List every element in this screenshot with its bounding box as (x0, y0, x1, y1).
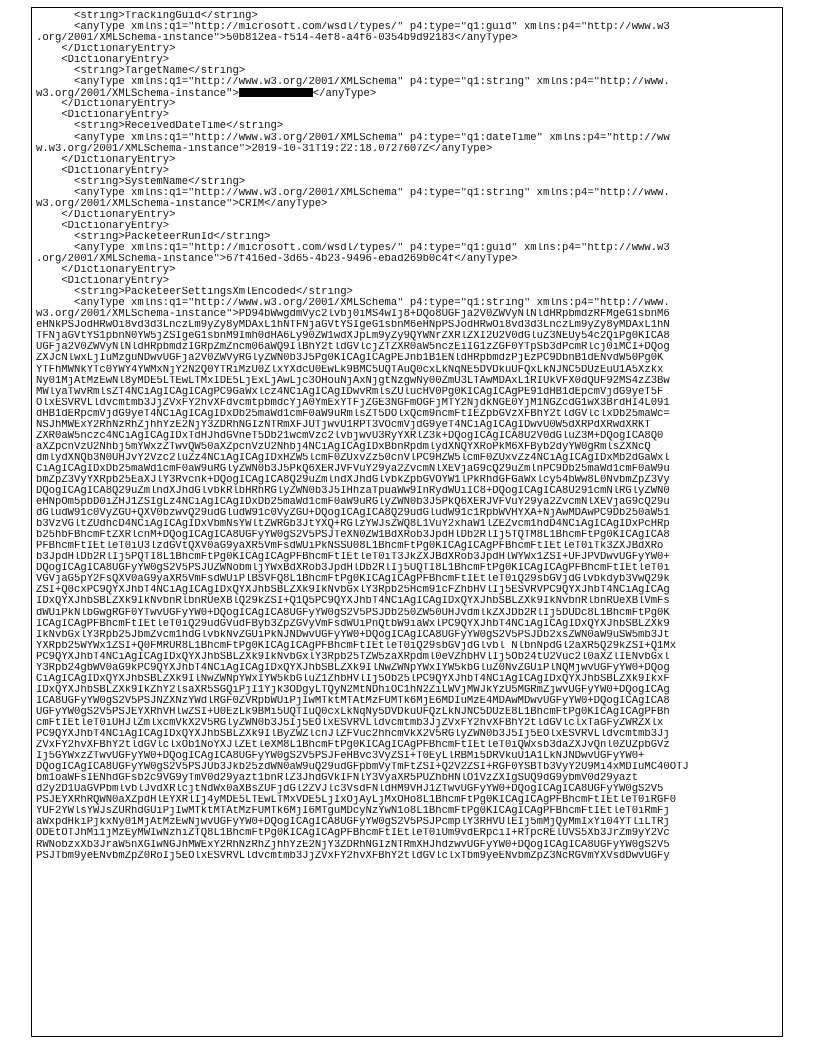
text-segment: NSJhMWExY2RhNzRhZjhhYzE2NjY3ZDRhNGIzNTRmXFJUTjwvU1RPT3VOcmVjdG9yeT4NCiAgICAgIDwvU0W5dXRPdXRwdXRKT (36, 419, 651, 431)
text-line (36, 110, 782, 121)
text-segment: w3.org/2001/XMLSchema-instance">PD94bWwgdmVyc2lvbj0iMS4wIj8+DQo8UGFja2V0ZWVyNlNldHRpbmdzRFMgeG1sbnM6 (36, 309, 670, 321)
text-segment: ZXR0aW5nczc4NCiAgICAgIDxTdHJhdGVneT5Db21wcmVzc2lvbjwvU3RyYXRlZ3k+DQogICAgICA8U2V0dGluZ3M+DQogICA8Q0 (36, 430, 664, 442)
text-segment: <DictionaryEntry> (36, 276, 170, 288)
text-segment: dmlydXNQb3N0UHJvY2Vzc2luZz4NCiAgICAgIDxHZW5lcmF0ZUxvZz50cnVlPC9HZW5lcmF0ZUxvZz4NCiAgICAgIDxMb2dGaWxl (36, 452, 670, 464)
text-line (36, 674, 782, 685)
text-line (36, 199, 782, 210)
text-line (36, 66, 782, 77)
text-line (36, 641, 782, 652)
text-line (36, 508, 782, 519)
text-line (36, 210, 782, 221)
text-line (36, 33, 782, 44)
text-segment: <DictionaryEntry> (36, 55, 170, 67)
text-segment: b3VzVGltZUdhcD4NCiAgICAgIDxVbmNsYWltZWRGb3JtYXQ+RGlzYWJsZWQ8L1VuY2xhaW1lZEZvcm1hdD4NCiAgICAgIDxPcHRp (36, 519, 670, 531)
text-segment: PC9QYXJhbT4NCiAgICAgIDxQYXJhbSBLZXk9IlByZWZlcnJlZFVuc2hhcmVkX2V5RGlyZWN0b3J5Ij5EOlxESVRVLldvcmtmb3Jj (36, 729, 670, 741)
text-line (36, 619, 782, 630)
text-segment: IkNvbGxlY3Rpb25JbmZvcm1hdGlvbkNvZGUiPkNJNDwvUGFyYW0+DQogICAgICA8UGFyYW0gS2V5PSJDb2xsZWN0aW9uSW5mb3Jt (36, 629, 670, 641)
text-segment: Ny01MjAtMzEwNl8yMDE5LTEwLTMxIDE5LjExLjAwLjc3OHouNjAxNjgtNzgwNy00ZmU3LTAwMDAxL1RIUkVFX0dQUF92MS4zZ3Bw (36, 375, 670, 387)
document-page (31, 7, 783, 1037)
text-segment: CiAgICAgIDxDb25maWd1cmF0aW9uRGlyZWN0b3J5PkQ6XERJVFVuY29ya2ZvcmNlXEVjaG9cQ29uZmlnPC9Db25maWd1cmF0aW9u (36, 463, 670, 475)
text-segment: OlxESVRVLldvcmtmb3JjZVxFY2hvXFdvcmtpbmdcYjA0YmExYTFjZGE3NGFmOGFjMTY2NjdkNGE0YjM1NGZcdG1wX3BrdHI4L091 (36, 397, 670, 409)
text-line (36, 188, 782, 199)
text-line (36, 773, 782, 784)
text-segment: YXRpb25WYWx1ZSI+Q0FMRUR8L1BhcmFtPg0KICAgICAgPFBhcmFtIEtleT0iQ29sbGVjdGlvbl NlbnNpdGl2aXR5Q29kZSI+Q1Mx (36, 640, 677, 652)
text-segment: PC9QYXJhbT4NCiAgICAgIDxQYXJhbSBLZXk9IkNvbGxlY3Rpb25TZW5zaXRpdml0eVZhbHVlIj5Ob24tU2Vuc2l0aXZlIENvbGxl (36, 651, 670, 663)
text-segment: <anyType xmlns:q1="http://www.w3.org/2001/XMLSchema" p4:type="q1:dateTime" xmlns:p4="http://ww (36, 132, 670, 144)
text-segment: <anyType xmlns:q1="http://microsoft.com/wsdl/types/" p4:type="q1:guid" xmlns:p4="http://www.w3 (36, 22, 670, 34)
text-line (36, 552, 782, 563)
text-segment: PSJTbm9yeENvbmZpZ0RoIj5EOlxESVRVLldvcmtmb3JjZVxFY2hvXFBhY2tldGVlclxTbm9yeENvbmZpZ3NcRGVmYXVsdDwvUGFy (36, 850, 670, 862)
text-line (36, 762, 782, 773)
text-line (36, 376, 782, 387)
text-segment: d2y2D1UaGVPbmlvblJvdXRlcjtNdWx0aXBsZUFjdGl2ZVJlc3VsdFNldHM9VHJ1ZTwvUGFyYW0+DQogICAgICA8UGFyYW0gS2V5 (36, 784, 664, 796)
text-line (36, 342, 782, 353)
text-segment: w3.org/2001/XMLSchema-instance"> (36, 88, 239, 100)
text-segment: <string>PacketeerRunId</string> (36, 231, 271, 243)
text-line (36, 486, 782, 497)
text-line (36, 574, 782, 585)
text-line (36, 840, 782, 851)
text-segment: <anyType xmlns:q1="http://microsoft.com/wsdl/types/" p4:type="q1:guid" xmlns:p4="http://www.w3 (36, 242, 670, 254)
text-segment: w.w3.org/2001/XMLSchema-instance">2019-10-31T19:22:18.0727607Z</anyType> (36, 143, 493, 155)
text-segment: DQogICAgICA8UGFyYW0gS2V5PSJUZWNobmljYWxBdXRob3JpdHlDb2RlIj5UQTI8L1BhcmFtPg0KICAgICAgPFBhcmFtIEtleT0i (36, 563, 670, 575)
text-line (36, 320, 782, 331)
text-segment: bm1oaWFsIENhdGFsb2c9VG9yTmV0d29yazt1bnRlZ3JhdGVkIFNlY3VyaXR5PUZhbHNlO1VzZXIgSUQ9dG9ybmV0d29yazt (36, 773, 639, 785)
text-segment: IDxQYXJhbSBLZXk9IkZhY2lsaXR5SGQiPjI1Yjk3ODgyLTQyN2MtNDhiOC1hN2ZiLWVjMWJkYzU5MGRmZjwvUGFyYW0+DQogICAg (36, 684, 670, 696)
text-line (36, 420, 782, 431)
text-line (36, 11, 782, 22)
text-segment: b25hbFBhcmFtZXRlcnM+DQogICAgICA8UGFyYW0gS2V5PSJTeXN0ZW1BdXRob3JpdHlDb2RlIj5TQTM8L1BhcmFtPg0KICAgICA8 (36, 530, 670, 542)
text-line (36, 121, 782, 132)
text-line (36, 254, 782, 265)
text-segment: <DictionaryEntry> (36, 165, 170, 177)
text-segment: UGFyYW0gS2V5PSJEYXRhVHlwZSI+U0EzLk9BMi5UQTIuQ0cxLkNqNy5DVDkuUFQzLkNJNC5DUzE8L1BhcmFtPg0KICAgICAgPFBh (36, 706, 670, 718)
text-segment: <string>TargetName</string> (36, 66, 246, 78)
text-line (36, 718, 782, 729)
text-line (36, 740, 782, 751)
text-line (36, 298, 782, 309)
text-segment: ICAgICAgPFBhcmFtIEtleT0iQ29udGVudFByb3ZpZGVyVmFsdWUiPnQtbW9iaWxlPC9QYXJhbT4NCiAgICAgIDxQYXJhbSBLZXk9 (36, 618, 670, 630)
text-line (36, 685, 782, 696)
text-segment: b3JpdHlDb2RlIj5PQTI8L1BhcmFtPg0KICAgICAgPFBhcmFtIEtleT0iT3JkZXJBdXRob3JpdHlWYWx1ZSI+UFJPVDwvUGFyYW0+ (36, 552, 670, 564)
xml-text-block (32, 8, 782, 862)
text-segment: </DictionaryEntry> (36, 209, 176, 221)
text-segment: eHNkPSJodHRwOi8vd3d3LnczLm9yZy8yMDAxL1hNTFNjaGVtYSIgeG1sbnM6eHNpPSJodHRwOi8vd3d3LnczLm9yZy8yMDAxL1hN (36, 320, 670, 332)
text-line (36, 431, 782, 442)
text-line (36, 276, 782, 287)
text-segment: Ij5GYWxzZTwvUGFyYW0+DQogICAgICA8UGFyYW0gS2V5PSJFeHBvc3VyZSI+T0EyLlRBMi5DRVkuU1A1LkNJNDwvUGFyYW0+ (36, 751, 645, 763)
text-segment: IDxQYXJhbSBLZXk9IkNvbnRlbnRUeXBlQ29kZSI+Q1Q5PC9QYXJhbT4NCiAgICAgIDxQYXJhbSBLZXk9IkNvbnRlbnRUeXBlVmFs (36, 596, 670, 608)
text-segment: .org/2001/XMLSchema-instance">50b812ea-f514-4ef8-a4f6-0354b9d92183</anyType> (36, 33, 518, 45)
text-line (36, 77, 782, 88)
text-line (36, 563, 782, 574)
redaction-block (239, 88, 313, 97)
text-line (36, 795, 782, 806)
text-line (36, 663, 782, 674)
text-line (36, 652, 782, 663)
text-line (36, 221, 782, 232)
text-segment: DQogICAgICA8Q29uZmlndXJhdGlvbkRlbHRhRGlyZWN0b3J5IHhzaTpuaWw9InRydWUiIC8+DQogICAgICA8U291cmNlRGlyZWN0 (36, 486, 670, 498)
text-segment: <DictionaryEntry> (36, 220, 170, 232)
text-segment: aWxpdHkiPjkxNy01MjAtMzEwNjwvUGFyYW0+DQogICAgICA8UGFyYW0gS2V5PSJPcmplY3RHVUlEIj5mMjQyMmIxYi04YTliLTRj (36, 817, 670, 829)
text-line (36, 365, 782, 376)
text-segment-after: </anyType> (312, 88, 377, 100)
text-segment: dGludW91c0VyZGU+QXV0bzwvQ29udGludW91c0VyZGU+DQogICAgICA8Q29udGludW91c1RpbWVHYXA+NjAwMDAwPC9Db250aW51 (36, 508, 670, 520)
text-segment: cmFtIEtleT0iUHJlZmlxcmVkX2V5RGlyZWN0b3J5Ij5EOlxESVRVLldvcmtmb3JjZVxFY2hvXFBhY2tldGVlclxTaGFyZWRZXlx (36, 718, 664, 729)
text-line (36, 817, 782, 828)
text-segment: ODEtOTJhMi1jMzEyMWIwNzhiZTQ8L1BhcmFtPg0KICAgICAgPFBhcmFtIEtleT0iUm9vdERpciI+RTpcRElUVS5Xb3JrZm9yY2Vc (36, 828, 670, 840)
text-segment: UGFja2V0ZWVyNlNldHRpbmdzIGRpZmZncm06aWQ9IlBhY2tldGVlcjZTZXR0aW5nczEiIG1zZGF0YTpSb3dPcmRlcj0iMCI+DQog (36, 342, 670, 354)
text-segment: </DictionaryEntry> (36, 44, 176, 56)
text-segment: dHB1dERpcmVjdG9yeT4NCiAgICAgIDxDb25maWd1cmF0aW9uRmlsZT5DOlxQcm9ncmFtIEZpbGVzXFBhY2tldGVlclxDb25maWc= (36, 408, 670, 420)
text-line (36, 585, 782, 596)
text-segment: bmZpZ3VyYXRpb25EaXJlY3Rvcnk+DQogICAgICA8Q29uZmlndXJhdGlvbkZpbGVOYW1lPkRhdGFGaWxlcy54bWw8L0NvbmZpZ3Vy (36, 474, 670, 486)
text-segment: ZXJcNlwxLjIuMzguNDwvUGFja2V0ZWVyRGlyZWN0b3J5Pg0KICAgICAgPEJnb1B1ENldHRpbmdzPjEzPC9DbnB1dENvdW50Pg0K (36, 353, 664, 365)
text-line (36, 751, 782, 762)
text-line (36, 453, 782, 464)
text-line (36, 232, 782, 243)
text-line (36, 22, 782, 33)
text-line (36, 530, 782, 541)
text-line (36, 442, 782, 453)
text-line (36, 166, 782, 177)
text-segment: <string>SystemName</string> (36, 176, 246, 188)
text-segment: </DictionaryEntry> (36, 265, 176, 277)
text-line (36, 806, 782, 817)
text-segment: <anyType xmlns:q1="http://www.w3.org/2001/XMLSchema" p4:type="q1:string" xmlns:p4="http://www. (36, 77, 670, 89)
text-line (36, 398, 782, 409)
text-segment: dWUiPkNlbGwgRGF0YTwvUGFyYW0+DQogICAgICA8UGFyYW0gS2V5PSJDb250ZW50UHJvdmlkZXJDb2RlIj5DUDc8L1BhcmFtPg0K (36, 607, 670, 619)
text-segment: .org/2001/XMLSchema-instance">67f416ed-3d65-4b23-9496-ebad269b0c4f</anyType> (36, 254, 518, 266)
text-line (36, 409, 782, 420)
text-line (36, 696, 782, 707)
text-segment: CiAgICAgIDxQYXJhbSBLZXk9IlNwZWNpYWxIYW5kbGluZ1ZhbHVlIj5Ob25lPC9QYXJhbT4NCiAgICAgIDxQYXJhbSBLZXk9IkxF (36, 673, 670, 685)
text-line (36, 243, 782, 254)
text-line (36, 99, 782, 110)
text-segment: ZVxFY2hvXFBhY2tldGVlclxOb1NoYXJlZEtleXM8L1BhcmFtPg0KICAgICAgPFBhcmFtIEtleT0iQWxsb3daZXJvQnl0ZUZpbGVz (36, 740, 670, 752)
text-segment: DQogICAgICA8UGFyYW0gS2V5PSJUb3Jkb25zdWN0aW9uQ29udGFpbmVyTmFtZSI+Q2V2ZSI+RGF0YSBTb3VyY2U9Mi4xMDIuMC40OTJ (36, 762, 689, 774)
text-segment: <DictionaryEntry> (36, 110, 170, 122)
text-segment: <string>PacketeerSettingsXmlEncoded</string> (36, 287, 353, 299)
text-segment: YUF2YWlsYWJsZURhdGUiPjIwMTktMTAtMzFUMTk6MjI6MTguMDcyNzYwN1o8L1BhcmFtPg0KICAgICAgPFBhcmFtIEtleT0iRmFj (36, 806, 670, 818)
text-line (36, 596, 782, 607)
text-segment: <string>ReceivedDateTime</string> (36, 121, 284, 133)
text-line (36, 707, 782, 718)
text-segment: </DictionaryEntry> (36, 99, 176, 111)
text-line (36, 828, 782, 839)
text-line (36, 464, 782, 475)
text-line (36, 55, 782, 66)
text-line (36, 519, 782, 530)
text-segment: PFBhcmFtIEtleT0iU3lzdGVtQXV0aG9yaXR5VmFsdWUiPkNSSU08L1BhcmFtPg0KICAgICAgPFBhcmFtIEtleT0iTk3ZXJBdXRo (36, 541, 664, 553)
text-segment: <anyType xmlns:q1="http://www.w3.org/2001/XMLSchema" p4:type="q1:string" xmlns:p4="http://www. (36, 187, 670, 199)
text-line (36, 851, 782, 862)
text-line (36, 144, 782, 155)
text-line (36, 541, 782, 552)
text-line (36, 475, 782, 486)
text-segment: ICA8UGFyYW0gS2V5PSJNZXNzYWdlRGF0ZVRpbWUiPjIwMTktMTAtMzFUMTk6MjE6MDIuMzE4MDAwMDwvUGFyYW0+DQogICAgICA8 (36, 695, 670, 707)
text-segment: TFNjaGVtYS1pbnN0YW5jZSIgeG1sbnM9Imh0dHA6Ly90ZW1wdXJpLm9yZy9QYWNrZXRlZXI2U2V0dGluZ3NEUy54c2QiPg0KICA8 (36, 331, 670, 343)
text-line (36, 497, 782, 508)
text-segment: PSJEYXRhRQWN0aXZpdHlEYXRlIj4yMDE5LTEwLTMxVDE5LjIxOjAyLjMxOHo8L1BhcmFtPg0KICAgICAgPFBhcmFtIEtleT0iRGF0 (36, 795, 677, 807)
text-line (36, 88, 782, 99)
text-line (36, 287, 782, 298)
text-line (36, 387, 782, 398)
text-line (36, 133, 782, 144)
text-segment: aXZpcnVzU2Nhbj5mYWxzZTwvQW50aXZpcnVzU2Nhbj4NCiAgICAgIDxBbnRpdmlydXNQYXRoPkM6XFByb2dyYW0gRmlsZXNcQ (36, 441, 651, 453)
text-line (36, 155, 782, 166)
text-line (36, 608, 782, 619)
text-segment: <string>TrackingGuid</string> (36, 11, 258, 22)
text-line (36, 309, 782, 320)
text-line (36, 177, 782, 188)
text-line (36, 784, 782, 795)
text-line (36, 353, 782, 364)
text-segment: eHNpOm5pbD0iZHJ1ZSIgLz4NCiAgICAgIDxDb25maWd1cmF0aW9uRGlyZWN0b3J5PkQ6XERJVFVuY29ya2ZvcmNlXEVjaG9cQ29u (36, 497, 670, 509)
text-line (36, 265, 782, 276)
text-segment: </DictionaryEntry> (36, 154, 176, 166)
text-segment: w3.org/2001/XMLSchema-instance">CRIM</anyType> (36, 198, 328, 210)
text-line (36, 44, 782, 55)
text-segment: VGVjaG5pY2FsQXV0aG9yaXR5VmFsdWUiPlBSVFQ8L1BhcmFtPg0KICAgICAgPFBhcmFtIEtleT0iQ29sbGVjdGlvbkdyb3VwQ29k (36, 574, 670, 586)
text-segment: RWNobzxXb3JraW5nXGIwNGJhMWExY2RhNzRhZjhhYzE2NjY3ZDRhNGIzNTRmXHJhdzwvUGFyYW0+DQogICAgICA8UGFyYW0gS2V5 (36, 839, 670, 851)
text-segment: Y3Rpb24gbWV0aG9kPC9QYXJhbT4NCiAgICAgIDxQYXJhbSBLZXk9IlNwZWNpYWxIYW5kbGluZ0NvZGUiPlNQMjwvUGFyYW0+DQog (36, 662, 670, 674)
text-segment: YTFhMWNkYTc0YWY4YWMxNjY2N2Q0YTRiMzU0ZlxYXdcU0EwLk9BMC5UQTAuQ0cxLkNqNE5DVDkuUFQxLkNJNC5DUzEuU1A5Xzkx (36, 364, 664, 376)
text-line (36, 331, 782, 342)
text-line (36, 729, 782, 740)
text-segment: <anyType xmlns:q1="http://www.w3.org/2001/XMLSchema" p4:type="q1:string" xmlns:p4="http://www. (36, 298, 670, 310)
text-segment: ZSI+Q0cxPC9QYXJhbT4NCiAgICAgIDxQYXJhbSBLZXk9IkNvbGxlY3Rpb25Hcm91cFZhbHVlIj5ESVRVPC9QYXJhbT4NCiAgICAg (36, 585, 670, 597)
text-line (36, 630, 782, 641)
text-segment: MWlyaTwvRmlsZT4NCiAgICAgICAgPC9GaWxlcz4NCiAgICAgIDwvRmlsZUlucHV0Pg0KICAgICAgPE91dHB1dEpcmVjdG9yeT5F (36, 386, 664, 398)
